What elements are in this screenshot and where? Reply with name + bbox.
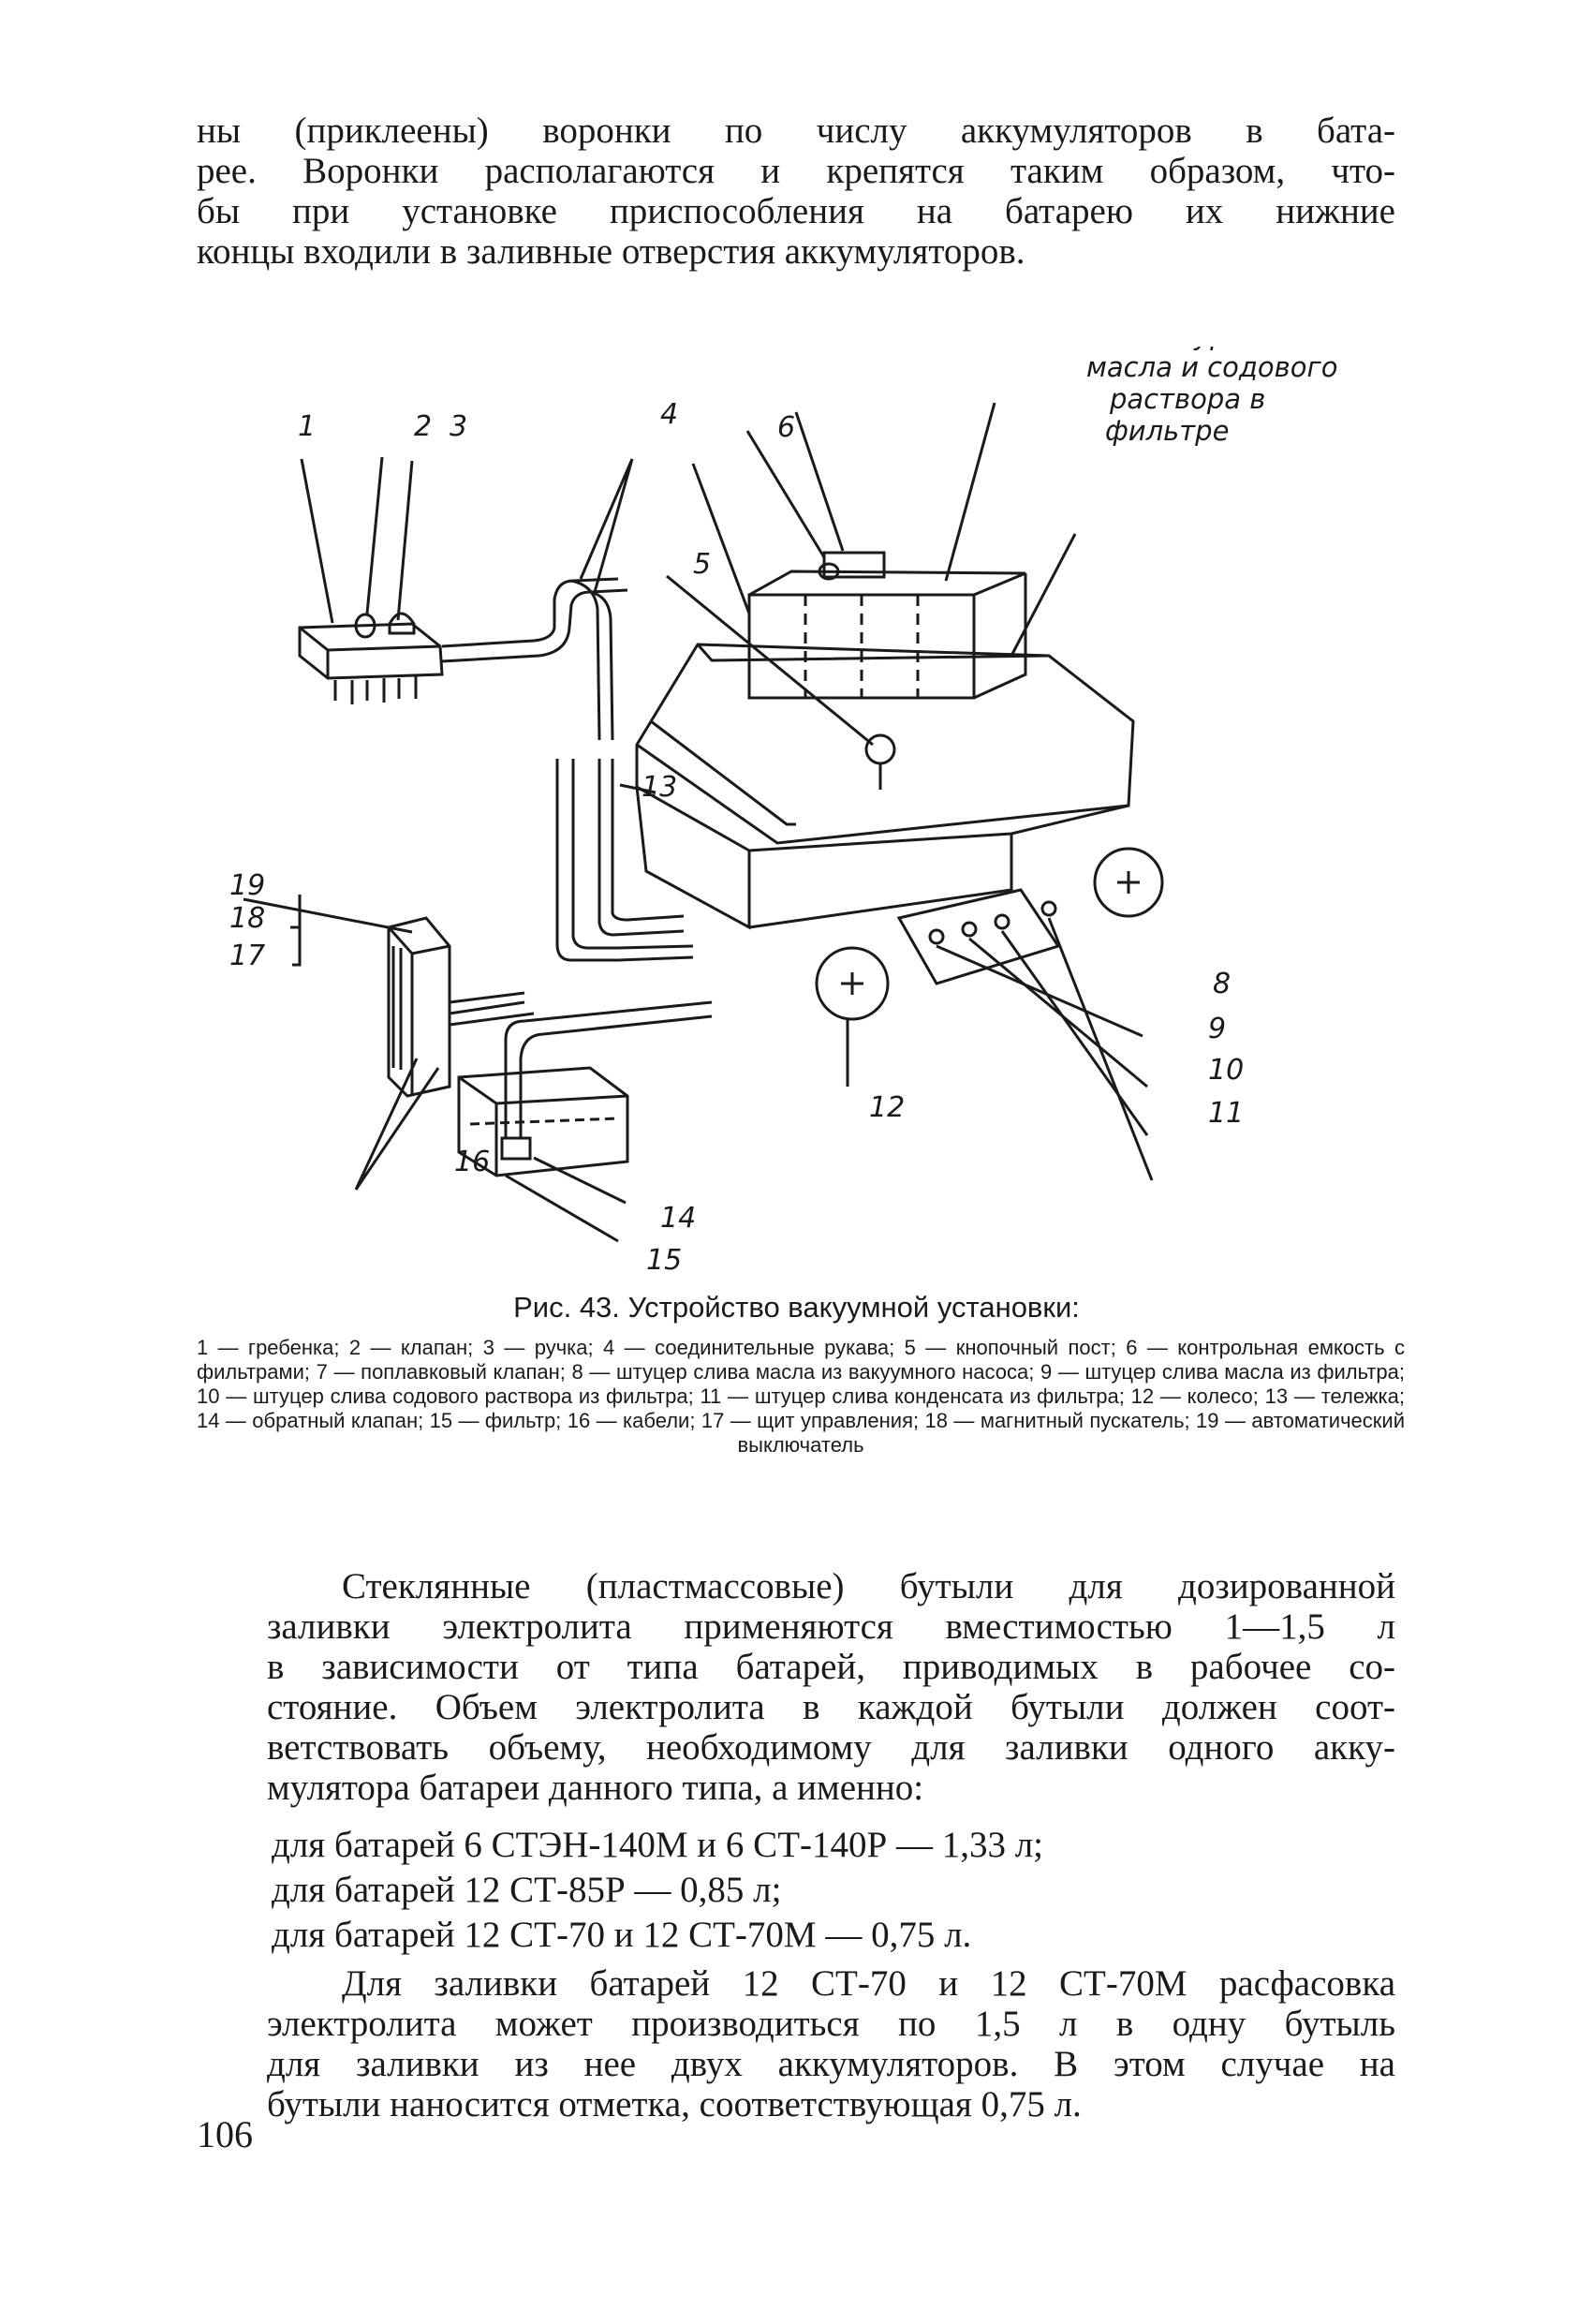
text-line: в зависимости от типа батарей, приводимых в рабочее со-: [267, 1647, 1395, 1687]
hose-upper-2: [539, 590, 627, 656]
text-line: ны (приклеены) воронки по числу аккумуляторов в бата-: [197, 111, 1395, 151]
label-16: 16: [454, 1146, 491, 1178]
battery-list-item: для батарей 6 СТЭН-140М и 6 СТ-140Р — 1,33 л;: [272, 1825, 1043, 1865]
hose-horizontal: [618, 946, 693, 960]
diagram-strokes: [243, 403, 1162, 1241]
control-panel: [389, 918, 450, 1096]
figure-caption-legend: 1 — гребенка; 2 — клапан; 3 — ручка; 4 — соединительные рукава; 5 — кнопочный пост; 6 — контрольная емкость с фильтрами; 7 — поплавковый клапан; 8 — штуцер слива масла из вакуумного насоса; 9 — штуцер слива масла из фильтра; 10 — штуцер слива содового раствора из фильтра; 11 — штуцер слива конденсата из фильтра; 12 — колесо; 13 — тележка; 14 — обратный клапан; 15 — фильтр; 16 — кабели; 17 — щит управления; 18 — магнитный пускатель; 19 — автоматический выключатель: [197, 1336, 1405, 1457]
leader-17-19: [243, 895, 412, 965]
leader-3: [398, 461, 412, 620]
label-3: 3: [450, 410, 468, 443]
text-line: концы входили в заливные отверстия аккумуляторов.: [197, 231, 1025, 272]
vessel-filters: [805, 595, 918, 698]
wheel-rear-hub: [1117, 871, 1140, 894]
leader-8: [937, 946, 1143, 1036]
filter-tank-level: [470, 1118, 618, 1124]
leader-soda: [946, 403, 995, 581]
label-1: 1: [298, 410, 317, 443]
fitting-11: [1042, 902, 1055, 915]
leader-2: [367, 457, 382, 614]
leader-level: [1011, 534, 1075, 656]
paragraph-dosing: [197, 1963, 1395, 2124]
comb-hose: [442, 641, 539, 661]
text-line: Для заливки батарей 12 СТ-70 и 12 СТ-70М расфасовка: [342, 1963, 1395, 2004]
label-10: 10: [1208, 1054, 1245, 1087]
text-line: бы при установке приспособления на батарею их нижние: [197, 191, 1395, 231]
check-valve: [502, 1138, 530, 1159]
label-6: 6: [777, 411, 796, 444]
label-11: 11: [1208, 1097, 1245, 1130]
label-17: 17: [229, 940, 266, 972]
label-19: 19: [229, 869, 266, 902]
label-15: 15: [646, 1244, 683, 1274]
leader-1: [302, 459, 332, 623]
text-line: бутыли наносится отметка, соответствующая 0,75 л.: [267, 2084, 1082, 2124]
label-18: 18: [229, 902, 266, 935]
text-line: для заливки из нее двух аккумуляторов. В этом случае на: [267, 2044, 1395, 2084]
label-level-4: фильтре: [1105, 415, 1230, 447]
label-12: 12: [869, 1091, 906, 1124]
leader-9: [969, 939, 1147, 1087]
text-line: мулятора батареи данного типа, а именно:: [267, 1768, 924, 1808]
leader-4: [581, 459, 632, 592]
leader-6: [693, 464, 749, 614]
page-number: 106: [197, 2113, 253, 2155]
leader-11: [1049, 918, 1152, 1180]
label-4: 4: [660, 398, 679, 431]
label-level-2: масла и содового: [1086, 351, 1338, 383]
figure-caption-title: Рис. 43. Устройство вакуумной установки:: [513, 1291, 1080, 1324]
leader-16: [356, 1058, 438, 1190]
hose-vertical-left: [557, 759, 618, 960]
label-14: 14: [660, 1202, 697, 1235]
label-level-3: раствора в: [1110, 383, 1266, 415]
paragraph-intro: [197, 111, 1395, 272]
label-5: 5: [693, 548, 712, 581]
fitting-10: [996, 915, 1009, 928]
text-line: рее. Воронки располагаются и крепятся таким образом, что-: [197, 151, 1395, 191]
label-13: 13: [642, 771, 678, 804]
diagram-drawing: [225, 347, 1405, 1274]
text-line: ветствовать объему, необходимому для заливки одного акку-: [267, 1727, 1395, 1768]
leader-15: [506, 1176, 618, 1241]
text-line: заливки электролита применяются вместимостью 1—1,5 л: [267, 1606, 1395, 1647]
comb-body: [300, 624, 442, 678]
wheel-front-hub: [841, 972, 863, 995]
leader-10: [1002, 931, 1147, 1135]
fitting-8: [930, 930, 943, 943]
hose-upper: [534, 579, 618, 641]
battery-list-item: для батарей 12 СТ-85Р — 0,85 л;: [272, 1870, 782, 1910]
leader-5: [667, 576, 873, 745]
button-post: [866, 735, 894, 763]
fitting-9: [963, 923, 976, 936]
label-9: 9: [1208, 1013, 1227, 1045]
text-line: электролита может производиться по 1,5 л в одну бутыль: [267, 2004, 1395, 2044]
control-panel-slats: [393, 946, 401, 1070]
label-8: 8: [1213, 968, 1232, 1000]
vacuum-unit-diagram: [225, 347, 1405, 1274]
label-2: 2: [414, 410, 433, 443]
battery-list-item: для батарей 12 СТ-70 и 12 СТ-70М — 0,75 л.: [272, 1915, 972, 1955]
leader-oil: [796, 412, 843, 551]
cart-housing: [637, 644, 1133, 851]
paragraph-bottles: [197, 1566, 1395, 1808]
diagram-labels: [229, 347, 1337, 1274]
text-line: Стеклянные (пластмассовые) бутыли для дозированной: [342, 1566, 1395, 1606]
text-line: стояние. Объем электролита в каждой бутыли должен соот-: [267, 1687, 1395, 1727]
comb-pins: [335, 676, 416, 704]
hose-vertical-top: [571, 581, 612, 740]
cart-edges: [637, 644, 1128, 843]
leader-7: [747, 431, 824, 557]
